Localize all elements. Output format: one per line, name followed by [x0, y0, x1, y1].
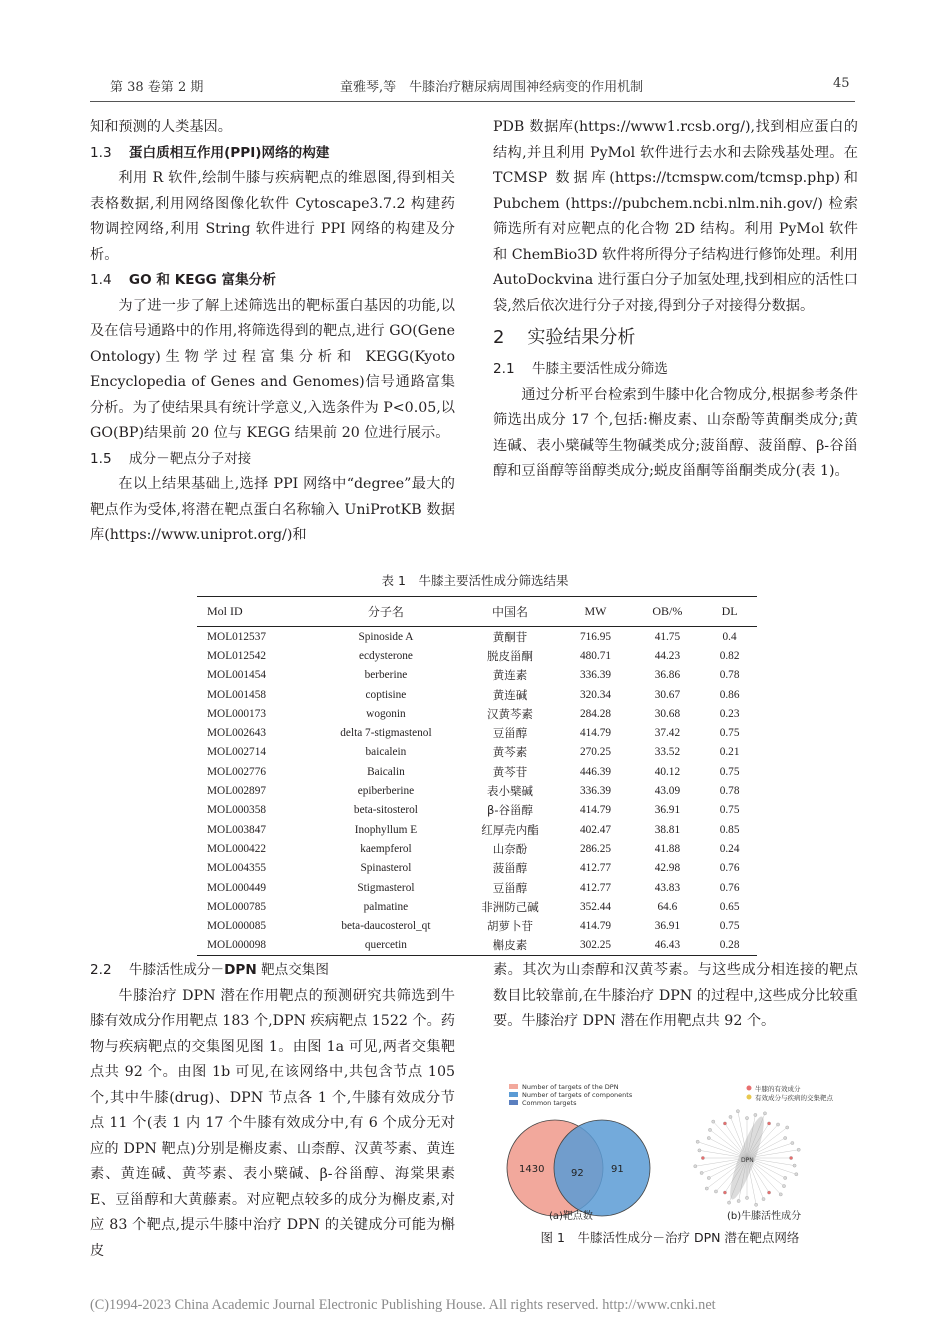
- section-title: 牛膝活性成分－: [128, 962, 225, 978]
- network-node: [696, 1140, 699, 1143]
- section-1-5-heading: [90, 447, 455, 473]
- section-title: 成分－靶点分子对接: [128, 450, 252, 467]
- network-node: [763, 1112, 766, 1115]
- table-cell: 446.39: [579, 765, 612, 778]
- network-node: [795, 1173, 798, 1176]
- subfigure-b-label: (b)牛膝活性成分: [727, 1211, 802, 1222]
- table-cell: 0.78: [719, 785, 740, 798]
- table-cell: 山奈酚: [492, 841, 528, 856]
- table-cell: 40.12: [654, 765, 681, 778]
- table-cell: MOL004355: [207, 862, 266, 875]
- table-row: [197, 897, 757, 916]
- table-cell: beta-sitosterol: [353, 804, 418, 817]
- section-1-4-heading: [90, 268, 455, 294]
- table-row: [197, 859, 757, 878]
- network-node: [779, 1193, 782, 1196]
- table-cell: 0.75: [719, 727, 740, 740]
- table-cell: MOL000422: [207, 842, 266, 855]
- table-cell: MOL002714: [207, 746, 266, 759]
- table-cell: 36.86: [654, 669, 681, 682]
- table-cell: MOL001458: [207, 688, 266, 701]
- col-header: Mol ID: [197, 597, 310, 627]
- legend-swatch-component: [509, 1092, 518, 1097]
- table-cell: 豆甾醇: [492, 726, 528, 741]
- paragraph-1-5-cont: PDB 数据库(https://www1.rcsb.org/),找到相应蛋白的结构,并且利用 PyMol 软件进行去水和去除残基处理。在 TCMSP 数据库(https://tcmspw.com/tcmsp.php)和 Pubchem (https://pubchem.ncbi.nlm.nih.gov/) 检索筛选所有对应靶点的化合物 2D 结构。利用 PyMol 软件和 ChemBio3D 软件将所得分子结构进行修饰处理。利用 AutoDockvina 进行蛋白分子加氢处理,找到相应的活性口袋,然后依次进行分子对接,得到分子对接得分数据。: [493, 119, 858, 314]
- table-cell: coptisine: [365, 688, 407, 701]
- table-cell: 46.43: [633, 936, 703, 956]
- table-cell: 黄芩苷: [492, 764, 528, 779]
- table-cell: 36.91: [654, 920, 681, 933]
- table-cell: 表小檗碱: [487, 784, 534, 799]
- table-cell: MOL002643: [207, 727, 266, 740]
- table-cell: 0.86: [719, 688, 740, 701]
- table-cell: 480.71: [579, 649, 612, 662]
- col-header: MW: [558, 597, 632, 627]
- table-row: [197, 666, 757, 685]
- table-cell: baicalein: [365, 746, 407, 759]
- table-cell: 0.85: [719, 823, 740, 836]
- table-cell: 0.23: [719, 707, 740, 720]
- table-cell: palmatine: [363, 900, 409, 913]
- table-cell: 43.83: [654, 881, 681, 894]
- table-cell: 414.79: [579, 920, 612, 933]
- network-node: [784, 1136, 787, 1139]
- network-node: [701, 1156, 704, 1159]
- table-row: [197, 781, 757, 800]
- network-node: [786, 1126, 789, 1129]
- table-cell: MOL012542: [207, 649, 266, 662]
- table-cell: 38.81: [654, 823, 681, 836]
- right-column-top: [493, 115, 858, 485]
- table-cell: MOL002897: [207, 785, 266, 798]
- table-cell: berberine: [364, 669, 408, 682]
- network-node: [755, 1203, 758, 1206]
- legend-component: Number of targets of components: [522, 1091, 633, 1099]
- paragraph-1-5: 在以上结果基础上,选择 PPI 网络中“degree”最大的靶点作为受体,将潜在靶点蛋白名称输入 UniProtKB 数据库(https://www.uniprot.org/)和: [90, 476, 455, 543]
- network-node: [727, 1201, 730, 1204]
- table-cell: beta-daucosterol_qt: [341, 920, 431, 933]
- table-row: [197, 723, 757, 742]
- network-node: [736, 1110, 739, 1113]
- section-number: 2: [493, 327, 505, 348]
- table-cell: 黄芩素: [492, 745, 528, 760]
- table-cell: Spinasterol: [360, 862, 412, 875]
- table-cell: 286.25: [579, 842, 612, 855]
- network-node: [793, 1164, 796, 1167]
- legend-common: Common targets: [522, 1099, 577, 1107]
- table-row: [197, 916, 757, 935]
- table-cell: 37.42: [654, 727, 681, 740]
- table-cell: 41.75: [654, 630, 681, 643]
- table-cell: 412.77: [579, 881, 612, 894]
- network-node: [745, 1117, 748, 1120]
- legend-dot-ingredient: [747, 1086, 752, 1091]
- network-node: [797, 1148, 800, 1151]
- section-title-end: 靶点交集图: [261, 962, 329, 978]
- left-column-bottom: [90, 958, 455, 1264]
- table-cell: MOL000085: [207, 920, 266, 933]
- section-2-1-heading: [493, 357, 858, 383]
- table-cell: epiberberine: [357, 785, 415, 798]
- paragraph-tail: 知和预测的人类基因。: [90, 119, 232, 135]
- table-cell: 0.75: [719, 920, 740, 933]
- section-title-bold: DPN: [224, 962, 257, 978]
- section-title: 牛膝主要活性成分筛选: [531, 361, 668, 377]
- table-cell: 0.76: [719, 881, 740, 894]
- table-cell: 336.39: [579, 785, 612, 798]
- section-title: GO 和 KEGG 富集分析: [128, 272, 276, 288]
- section-1-3-heading: [90, 141, 455, 167]
- table-cell: MOL000358: [207, 804, 266, 817]
- col-header: DL: [702, 597, 757, 627]
- section-title: 实验结果分析: [527, 327, 636, 348]
- table-cell: 黄连素: [492, 668, 528, 683]
- table-cell: 414.79: [579, 727, 612, 740]
- network-node: [700, 1171, 703, 1174]
- table-cell: 非洲防己碱: [481, 899, 539, 914]
- table-cell: 菠甾醇: [492, 861, 528, 876]
- table-cell: wogonin: [366, 707, 406, 720]
- table-cell: Inophyllum E: [354, 823, 418, 836]
- table-row: [197, 801, 757, 820]
- table-cell: 胡萝卜苷: [487, 919, 534, 934]
- table-cell: 脱皮甾酮: [487, 648, 534, 663]
- table-cell: 33.52: [654, 746, 681, 759]
- table-cell: 0.75: [719, 765, 740, 778]
- table-cell: quercetin: [310, 936, 462, 956]
- table-cell: 槲皮素: [462, 936, 559, 956]
- table-cell: MOL002776: [207, 765, 266, 778]
- section-2-heading: [493, 319, 858, 357]
- table-cell: 44.23: [654, 649, 681, 662]
- table-cell: 41.88: [654, 842, 681, 855]
- table-cell: 336.39: [579, 669, 612, 682]
- network-node: [712, 1120, 715, 1123]
- table-cell: β-谷甾醇: [487, 803, 534, 818]
- network-node: [707, 1176, 710, 1179]
- table-cell: 30.68: [654, 707, 681, 720]
- table-cell: 36.91: [654, 804, 681, 817]
- network-node: [698, 1149, 701, 1152]
- legend-dot-target: [747, 1095, 752, 1100]
- table-cell: 42.98: [654, 862, 681, 875]
- venn-dpn-count: 1430: [519, 1164, 545, 1175]
- copyright-footer: (C)1994-2023 China Academic Journal Electronic Publishing House. All rights reserved. http://www.cnki.net: [90, 1297, 716, 1313]
- table-cell: 0.76: [719, 862, 740, 875]
- section-title: 蛋白质相互作用(PPI)网络的构建: [128, 144, 330, 161]
- figure-caption: 图 1 牛膝活性成分－治疗 DPN 潜在靶点网络: [540, 1230, 800, 1245]
- network-node: [729, 1115, 732, 1118]
- figure-1: [497, 1080, 842, 1225]
- section-number: 2.2: [90, 962, 112, 978]
- table-cell: 0.65: [719, 900, 740, 913]
- page-number: 45: [833, 76, 850, 91]
- table-row: [197, 704, 757, 723]
- right-column-bottom: [493, 958, 858, 1035]
- section-number: 1.4: [90, 272, 112, 288]
- network-node: [790, 1156, 793, 1159]
- table-cell: 402.47: [579, 823, 612, 836]
- paragraph-1-3: 利用 R 软件,绘制牛膝与疾病靶点的维恩图,得到相关表格数据,利用网络图像化软件 Cytoscape3.7.2 构建药物调控网络,利用 String 软件进行 PPI 网络的构建及分析。: [90, 170, 455, 263]
- subfigure-a-label: (a)靶点数: [549, 1211, 593, 1222]
- table-cell: 汉黄芩素: [487, 706, 534, 721]
- network-node: [754, 1113, 757, 1116]
- table-cell: delta 7-stigmastenol: [340, 727, 432, 740]
- network-node: [723, 1191, 726, 1194]
- section-number: 1.5: [90, 450, 112, 467]
- venn-common-count: 92: [571, 1168, 584, 1179]
- table-cell: 0.82: [719, 649, 740, 662]
- network-node: [782, 1184, 785, 1187]
- table-row: [197, 627, 757, 647]
- table-cell: 30.67: [654, 688, 681, 701]
- table-cell: 0.28: [702, 936, 757, 956]
- table-cell: 270.25: [579, 746, 612, 759]
- network-center-label: DPN: [741, 1157, 754, 1164]
- network-node: [707, 1136, 710, 1139]
- table-row: [197, 878, 757, 897]
- network-node: [694, 1165, 697, 1168]
- section-number: 2.1: [493, 361, 515, 377]
- table-cell: 0.78: [719, 669, 740, 682]
- table-row: [197, 743, 757, 762]
- table-cell: 0.75: [719, 804, 740, 817]
- legend-dpn: Number of targets of the DPN: [522, 1083, 619, 1091]
- table-cell: 红厚壳内酯: [481, 822, 539, 837]
- legend-ingredient: 牛膝的有效成分: [755, 1085, 801, 1093]
- table-cell: 黄酮苷: [492, 629, 528, 644]
- table-cell: 43.09: [654, 785, 681, 798]
- legend-swatch-common: [509, 1100, 518, 1105]
- table-cell: 黄连碱: [492, 687, 528, 702]
- running-title: 童雅琴,等 牛膝治疗糖尿病周围神经病变的作用机制: [340, 80, 644, 95]
- network-node: [714, 1190, 717, 1193]
- network-node: [767, 1191, 770, 1194]
- table-cell: 0.21: [719, 746, 740, 759]
- legend-target: 有效成分与疾病的交集靶点: [755, 1094, 833, 1102]
- network-node: [767, 1122, 770, 1125]
- network-node: [745, 1196, 748, 1199]
- legend-swatch-dpn: [509, 1084, 518, 1089]
- col-header: 分子名: [310, 597, 462, 627]
- col-header: 中国名: [462, 597, 559, 627]
- journal-issue: 第 38 卷第 2 期: [110, 80, 204, 95]
- table-caption: 表 1 牛膝主要活性成分筛选结果: [381, 573, 569, 588]
- paragraph-2-2-cont: 素。其次为山柰醇和汉黄芩素。与这些成分相连接的靶点数目比较靠前,在牛膝治疗 DPN 的过程中,这些成分比较重要。牛膝治疗 DPN 潜在作用靶点共 92 个。: [493, 962, 858, 1029]
- network-node: [737, 1199, 740, 1202]
- table-cell: 0.24: [719, 842, 740, 855]
- table-cell: MOL000449: [207, 881, 266, 894]
- table-cell: 352.44: [579, 900, 612, 913]
- table-cell: ecdysterone: [358, 649, 413, 662]
- compound-table: [197, 596, 757, 956]
- table-row: [197, 820, 757, 839]
- table-cell: 64.6: [657, 900, 678, 913]
- venn-component-count: 91: [611, 1164, 624, 1175]
- paragraph-2-2: 牛膝治疗 DPN 潜在作用靶点的预测研究共筛选到牛膝有效成分作用靶点 183 个,DPN 疾病靶点 1522 个。药物与疾病靶点的交集图见图 1。由图 1a 可见,两者交集靶点共 92 个。由图 1b 可见,在该网络中,共包含节点 105 个,其中牛膝(drug)、DPN 节点各 1 个,牛膝有效成分节点 11 个(表 1 内 17 个牛膝有效成分中,有 6 个成分无对应的 DPN 靶点)分别是槲皮素、山柰醇、汉黄芩素、黄连素、黄连碱、黄芩素、表小檗碱、β-谷甾醇、海棠果素 E、豆甾醇和大黄藤素。对应靶点较多的成分为槲皮素,对应 83 个靶点,提示牛膝中治疗 DPN 的关键成分可能为槲皮: [90, 987, 455, 1259]
- network-node: [784, 1176, 787, 1179]
- table-cell: 320.34: [579, 688, 612, 701]
- table-cell: 284.28: [579, 707, 612, 720]
- network-node: [708, 1128, 711, 1131]
- paragraph-2-1: 通过分析平台检索到牛膝中化合物成分,根据参考条件筛选出成分 17 个,包括:槲皮素、山奈酚等黄酮类成分;黄连碱、表小檗碱等生物碱类成分;菠甾醇、菠甾醇、β-谷甾醇和豆甾醇等甾醇类成分;蜕皮甾酮等甾酮类成分(表 1)。: [493, 386, 858, 479]
- table-cell: MOL000098: [197, 936, 310, 956]
- network-node: [723, 1122, 726, 1125]
- network-node: [791, 1141, 794, 1144]
- table-row: [197, 685, 757, 704]
- table-cell: MOL000173: [207, 707, 266, 720]
- table-row: [197, 646, 757, 665]
- table-cell: Spinoside A: [358, 630, 414, 643]
- left-column-top: [90, 115, 455, 549]
- table-cell: 716.95: [579, 630, 612, 643]
- section-2-2-heading: [90, 958, 455, 984]
- network-node: [705, 1187, 708, 1190]
- table-header-row: [197, 597, 757, 627]
- table-cell: 豆甾醇: [492, 880, 528, 895]
- network-node: [762, 1197, 765, 1200]
- table-cell: Baicalin: [367, 765, 405, 778]
- header-rule: [90, 101, 855, 102]
- table-cell: MOL000785: [207, 900, 266, 913]
- paragraph-1-4: 为了进一步了解上述筛选出的靶标蛋白基因的功能,以及在信号通路中的作用,将筛选得到的靶点,进行 GO(Gene Ontology)生物学过程富集分析和 KEGG(Kyoto Encyclopedia of Genes and Genomes)信号通路富集分析。为了使结果具有统计学意义,入选条件为 P<0.05,以 GO(BP)结果前 20 位与 KEGG 结果前 20 位进行展示。: [90, 297, 455, 441]
- table-cell: 412.77: [579, 862, 612, 875]
- network-node: [776, 1123, 779, 1126]
- table-cell: 414.79: [579, 804, 612, 817]
- table-cell: MOL003847: [207, 823, 266, 836]
- table-cell: MOL001454: [207, 669, 266, 682]
- table-cell: MOL012537: [207, 630, 266, 643]
- table-row: [197, 839, 757, 858]
- section-number: 1.3: [90, 144, 112, 161]
- venn-circle-component: [554, 1120, 650, 1216]
- table-cell: 0.4: [722, 630, 737, 643]
- table-cell: Stigmasterol: [357, 881, 415, 894]
- table-cell: 302.25: [558, 936, 632, 956]
- table-row: [197, 762, 757, 781]
- table-cell: kaempferol: [360, 842, 412, 855]
- col-header: OB/%: [633, 597, 703, 627]
- table-row: [197, 936, 757, 956]
